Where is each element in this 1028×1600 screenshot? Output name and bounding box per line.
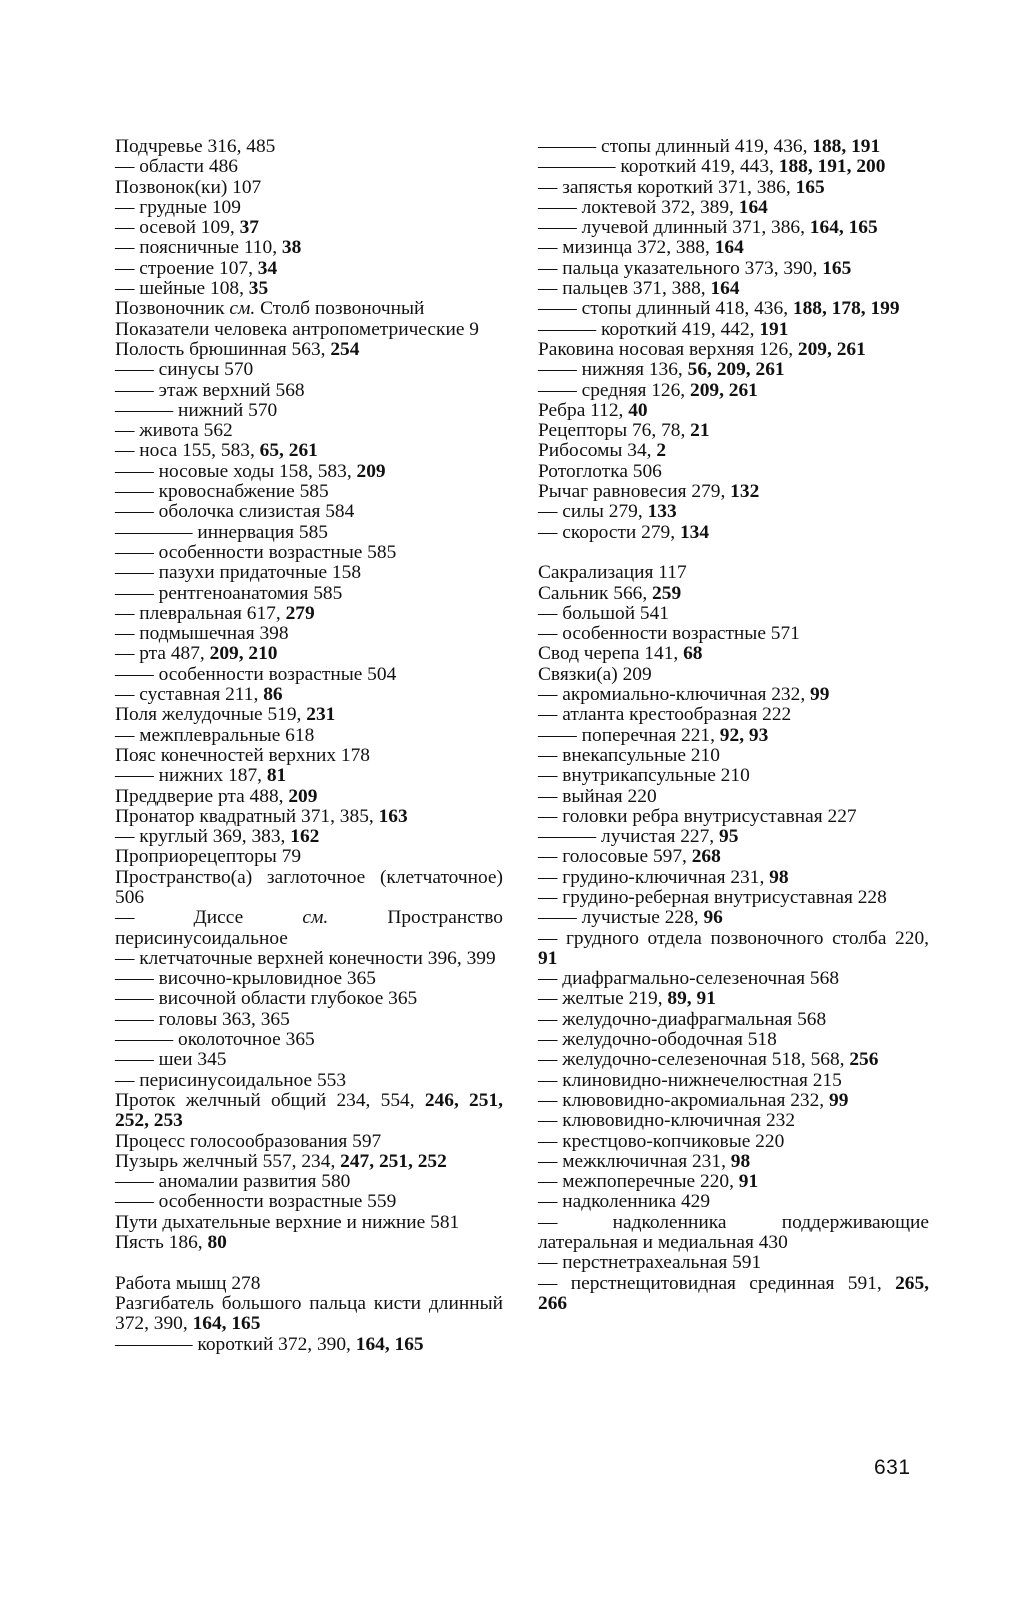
entry-figure-numbers: 96: [703, 907, 723, 929]
index-entry: [115, 1152, 503, 1172]
entry-text: Работа мышц 278: [115, 1272, 261, 1294]
entry-text: — запястья короткий 371, 386,: [538, 176, 796, 198]
index-entry: [115, 137, 503, 157]
entry-text: ——— околоточное 365: [115, 1029, 315, 1051]
entry-text: —— лучевой длинный 371, 386,: [538, 217, 810, 239]
entry-figure-numbers: 162: [290, 826, 320, 848]
entry-text: — силы 279,: [538, 501, 648, 523]
index-entry: [115, 1172, 503, 1192]
index-entry: [538, 1152, 929, 1172]
entry-text: —— височной области глубокое 365: [115, 988, 418, 1010]
entry-text: —— аномалии развития 580: [115, 1171, 351, 1193]
entry-text: —— нижних 187,: [115, 765, 267, 787]
entry-figure-numbers: 209, 261: [797, 338, 866, 360]
entry-text: — грудного отдела позвоночного столба 220,: [538, 927, 929, 949]
index-entry: [538, 1274, 929, 1315]
entry-text: — грудино-ключичная 231,: [538, 866, 770, 888]
entry-figure-numbers: 279: [285, 602, 315, 624]
entry-text: — рта 487,: [115, 643, 210, 665]
entry-text: — области 486: [115, 156, 238, 178]
entry-text: —— особенности возрастные 585: [115, 541, 397, 563]
entry-text: — Диссе: [115, 907, 303, 929]
index-entry: [538, 644, 929, 664]
entry-text: —— стопы длинный 418, 436,: [538, 298, 793, 320]
entry-figure-numbers: 56, 209, 261: [687, 359, 785, 381]
index-entry: [538, 787, 929, 807]
entry-text: —— поперечная 221,: [538, 724, 720, 746]
index-entry: [115, 685, 503, 705]
index-entry: [115, 441, 503, 461]
entry-text: Пясть 186,: [115, 1232, 208, 1254]
entry-figure-numbers: 164: [710, 278, 740, 300]
entry-text: — грудные 109: [115, 196, 241, 218]
entry-text: Пузырь желчный 557, 234,: [115, 1150, 341, 1172]
entry-text: Ребра 112,: [538, 399, 629, 421]
index-entry: [115, 908, 503, 949]
entry-text: — межплевральные 618: [115, 724, 315, 746]
entry-text: ———— короткий 372, 390,: [115, 1333, 356, 1355]
entry-text: — головки ребра внутрисуставная 227: [538, 805, 857, 827]
entry-text: — межпоперечные 220,: [538, 1171, 739, 1193]
entry-figure-numbers: 164, 165: [192, 1313, 261, 1335]
index-entry: [115, 604, 503, 624]
entry-text: — клювовидно-акромиальная 232,: [538, 1089, 829, 1111]
entry-text: — перисинусоидальное 553: [115, 1069, 347, 1091]
entry-text: Проприорецепторы 79: [115, 846, 302, 868]
index-entry: [538, 1172, 929, 1192]
index-entry: [115, 969, 503, 989]
entry-reference-mark: см.: [302, 907, 329, 929]
entry-figure-numbers: 80: [207, 1232, 227, 1254]
entry-text: Столб позвоночный: [255, 298, 425, 320]
entry-figure-numbers: 188, 178, 199: [792, 298, 900, 320]
index-entry: [115, 563, 503, 583]
index-entry: [538, 766, 929, 786]
entry-text: — атланта крестообразная 222: [538, 704, 792, 726]
entry-text: Полость брюшинная 563,: [115, 338, 331, 360]
entry-figure-numbers: 164: [714, 237, 744, 259]
index-entry: [538, 441, 929, 461]
index-entry: [115, 360, 503, 380]
index-entry: [115, 421, 503, 441]
entry-figure-numbers: 99: [810, 684, 830, 706]
index-entry: [115, 178, 503, 198]
entry-text: Пространство перисинусоидальное: [115, 907, 503, 949]
entry-text: Рычаг равновесия 279,: [538, 481, 731, 503]
index-entry: [115, 279, 503, 299]
entry-figure-numbers: 35: [248, 278, 269, 300]
entry-figure-numbers: 21: [690, 420, 710, 442]
index-entry: [115, 1274, 503, 1294]
entry-text: ——— короткий 419, 442,: [538, 318, 760, 340]
index-entry: [538, 908, 929, 928]
entry-text: —— нижняя 136,: [538, 359, 688, 381]
entry-text: — внутрикапсульные 210: [538, 765, 750, 787]
entry-text: — особенности возрастные 571: [538, 623, 800, 645]
entry-text: — грудино-реберная внутрисуставная 228: [538, 886, 887, 908]
index-entry: [538, 563, 929, 583]
index-entry: [115, 726, 503, 746]
entry-text: —— локтевой 372, 389,: [538, 196, 739, 218]
index-entry: [115, 1213, 503, 1233]
entry-figure-numbers: 254: [330, 338, 360, 360]
entry-figure-numbers: 163: [378, 805, 408, 827]
entry-text: — перстнещитовидная срединная 591,: [538, 1272, 896, 1294]
entry-text: ——— стопы длинный 419, 436,: [538, 136, 813, 157]
entry-figure-numbers: 134: [679, 521, 710, 543]
entry-text: ———— иннервация 585: [115, 521, 328, 543]
index-entry: [115, 502, 503, 522]
index-entry: [115, 705, 503, 725]
entry-text: — перстнетрахеальная 591: [538, 1252, 762, 1274]
entry-figure-numbers: 164, 165: [809, 217, 878, 239]
entry-text: — живота 562: [115, 420, 233, 442]
entry-text: Подчревье 316, 485: [115, 136, 276, 157]
entry-text: Показатели человека антропометрические 9: [115, 318, 479, 340]
index-entry: [538, 320, 929, 340]
index-entry: [115, 259, 503, 279]
index-entry: [538, 1050, 929, 1070]
entry-text: — мизинца 372, 388,: [538, 237, 715, 259]
index-entry: [115, 218, 503, 238]
index-entry: [538, 1111, 929, 1131]
index-entry: [115, 1030, 503, 1050]
index-entry: [115, 462, 503, 482]
index-entry: [115, 624, 503, 644]
index-entry: [538, 969, 929, 989]
entry-figure-numbers: 65, 261: [259, 440, 318, 462]
entry-text: Пути дыхательные верхние и нижние 581: [115, 1211, 460, 1233]
entry-figure-numbers: 209, 261: [690, 379, 758, 401]
index-entry: [538, 685, 929, 705]
entry-text: Пояс конечностей верхних 178: [115, 744, 370, 766]
index-entry: [538, 523, 929, 543]
entry-text: — скорости 279,: [538, 521, 680, 543]
entry-text: — клетчаточные верхней конечности 396, 399: [115, 947, 496, 969]
entry-figure-numbers: 209: [356, 460, 386, 482]
entry-figure-numbers: 247, 251, 252: [340, 1150, 447, 1172]
index-entry: [538, 299, 929, 319]
index-entry: [538, 381, 929, 401]
entry-figure-numbers: 37: [239, 217, 259, 239]
entry-figure-numbers: 133: [647, 501, 677, 523]
entry-text: —— пазухи придаточные 158: [115, 562, 362, 584]
entry-text: — большой 541: [538, 602, 670, 624]
section-gap: [538, 543, 929, 563]
index-entry: [115, 644, 503, 664]
index-entry: [115, 665, 503, 685]
entry-text: Проток желчный общий 234, 554,: [115, 1089, 425, 1111]
entry-text: —— шеи 345: [115, 1049, 227, 1071]
index-entry: [538, 1030, 929, 1050]
index-entry: [538, 868, 929, 888]
entry-text: Разгибатель большого пальца кисти длинный 372, 390,: [115, 1292, 503, 1335]
entry-figure-numbers: 2: [656, 440, 667, 462]
entry-text: — желудочно-диафрагмальная 568: [538, 1008, 827, 1030]
index-entry: [538, 178, 929, 198]
index-entry: [115, 523, 503, 543]
index-entry: [538, 279, 929, 299]
entry-text: Поля желудочные 519,: [115, 704, 307, 726]
entry-text: — клювовидно-ключичная 232: [538, 1110, 796, 1132]
index-entry: [538, 1192, 929, 1212]
entry-text: Рибосомы 34,: [538, 440, 657, 462]
entry-text: —— лучистые 228,: [538, 907, 704, 929]
index-entry: [115, 1335, 503, 1355]
index-entry: [538, 502, 929, 522]
index-entry: [115, 401, 503, 421]
index-entry: [538, 401, 929, 421]
index-entry: [538, 989, 929, 1009]
index-entry: [538, 847, 929, 867]
index-entry: [538, 462, 929, 482]
entry-figure-numbers: 68: [683, 643, 703, 665]
entry-text: — надколенника поддерживающие латеральная и медиальная 430: [538, 1211, 929, 1254]
index-column-right: [538, 137, 929, 1314]
entry-figure-numbers: 246, 251, 252, 253: [115, 1089, 503, 1132]
entry-text: —— особенности возрастные 559: [115, 1191, 397, 1213]
index-entry: [538, 360, 929, 380]
entry-text: — поясничные 110,: [115, 237, 282, 259]
entry-figure-numbers: 165: [822, 257, 852, 279]
index-entry: [115, 868, 503, 909]
index-entry: [115, 157, 503, 177]
index-entry: [538, 584, 929, 604]
entry-text: Свод черепа 141,: [538, 643, 684, 665]
index-entry: [115, 1010, 503, 1030]
entry-text: — выйная 220: [538, 785, 657, 807]
entry-text: —— особенности возрастные 504: [115, 663, 397, 685]
index-entry: [538, 259, 929, 279]
index-entry: [115, 1192, 503, 1212]
entry-figure-numbers: 259: [652, 582, 682, 604]
index-entry: [115, 238, 503, 258]
index-entry: [115, 1050, 503, 1070]
index-entry: [115, 746, 503, 766]
index-entry: [115, 198, 503, 218]
index-entry: [538, 1071, 929, 1091]
entry-text: —— рентгеноанатомия 585: [115, 582, 343, 604]
entry-figure-numbers: 191: [759, 318, 789, 340]
entry-figure-numbers: 91: [538, 947, 558, 969]
entry-text: ——— нижний 570: [115, 399, 278, 421]
entry-text: — крестцово-копчиковые 220: [538, 1130, 785, 1152]
entry-text: — желудочно-ободочная 518: [538, 1029, 777, 1051]
entry-figure-numbers: 38: [281, 237, 302, 259]
entry-figure-numbers: 209: [288, 785, 318, 807]
entry-figure-numbers: 164: [738, 196, 768, 218]
index-entry: [538, 705, 929, 725]
entry-text: Связки(а) 209: [538, 663, 652, 685]
index-entry: [115, 1294, 503, 1335]
entry-text: — диафрагмально-селезеночная 568: [538, 968, 840, 990]
entry-text: — желтые 219,: [538, 988, 668, 1010]
entry-text: — подмышечная 398: [115, 623, 289, 645]
index-entry: [115, 381, 503, 401]
index-entry: [538, 624, 929, 644]
entry-text: Сакрализация 117: [538, 562, 687, 584]
entry-figure-numbers: 98: [730, 1150, 751, 1172]
entry-text: — строение 107,: [115, 257, 258, 279]
entry-text: ——— лучистая 227,: [538, 826, 719, 848]
entry-figure-numbers: 164, 165: [355, 1333, 424, 1355]
index-entry: [538, 340, 929, 360]
index-entry: [115, 482, 503, 502]
index-entry: [538, 827, 929, 847]
entry-figure-numbers: 256: [849, 1049, 879, 1071]
entry-text: Ротоглотка 506: [538, 460, 662, 482]
entry-text: — пальцев 371, 388,: [538, 278, 711, 300]
entry-figure-numbers: 268: [691, 846, 721, 868]
index-entry: [115, 299, 503, 319]
entry-text: — шейные 108,: [115, 278, 249, 300]
index-entry: [115, 807, 503, 827]
entry-text: Раковина носовая верхняя 126,: [538, 338, 798, 360]
entry-figure-numbers: 132: [730, 481, 760, 503]
index-entry: [115, 949, 503, 969]
index-entry: [538, 746, 929, 766]
index-entry: [538, 807, 929, 827]
section-gap: [115, 1253, 503, 1273]
index-entry: [538, 665, 929, 685]
index-entry: [538, 604, 929, 624]
index-entry: [115, 1071, 503, 1091]
entry-figure-numbers: 99: [829, 1089, 849, 1111]
entry-text: — носа 155, 583,: [115, 440, 260, 462]
index-entry: [538, 137, 929, 157]
index-entry: [538, 1091, 929, 1111]
index-entry: [538, 888, 929, 908]
entry-text: — межключичная 231,: [538, 1150, 731, 1172]
entry-text: — надколенника 429: [538, 1191, 711, 1213]
entry-text: —— носовые ходы 158, 583,: [115, 460, 357, 482]
entry-text: — внекапсульные 210: [538, 744, 720, 766]
entry-figure-numbers: 40: [628, 399, 648, 421]
entry-text: —— кровоснабжение 585: [115, 481, 329, 503]
index-entry: [115, 543, 503, 563]
page-number: 631: [874, 1456, 911, 1479]
index-entry: [115, 827, 503, 847]
entry-figure-numbers: 265, 266: [538, 1272, 929, 1314]
index-entry: [538, 157, 929, 177]
entry-text: — плевральная 617,: [115, 602, 286, 624]
entry-figure-numbers: 92, 93: [719, 724, 769, 746]
index-entry: [115, 787, 503, 807]
index-entry: [115, 584, 503, 604]
entry-text: —— этаж верхний 568: [115, 379, 305, 401]
entry-text: Процесс голосообразования 597: [115, 1130, 382, 1152]
entry-text: ———— короткий 419, 443,: [538, 156, 779, 178]
index-entry: [538, 1213, 929, 1254]
entry-figure-numbers: 165: [795, 176, 825, 198]
index-column-left: [115, 137, 503, 1355]
entry-text: — круглый 369, 383,: [115, 826, 291, 848]
entry-text: Позвоночник: [115, 298, 230, 320]
index-entry: [538, 1253, 929, 1273]
entry-figure-numbers: 95: [719, 826, 739, 848]
index-entry: [538, 198, 929, 218]
entry-text: — клиновидно-нижнечелюстная 215: [538, 1069, 842, 1091]
index-entry: [115, 1091, 503, 1132]
index-entry: [115, 320, 503, 340]
index-entry: [538, 1010, 929, 1030]
entry-figure-numbers: 188, 191, 200: [778, 156, 886, 178]
entry-figure-numbers: 86: [263, 684, 283, 706]
entry-text: — пальца указательного 373, 390,: [538, 257, 823, 279]
entry-text: Пространство(а) заглоточное (клетчаточное) 506: [115, 866, 503, 908]
entry-figure-numbers: 98: [769, 866, 789, 888]
index-entry: [538, 218, 929, 238]
index-entry: [115, 1233, 503, 1253]
entry-figure-numbers: 89, 91: [667, 988, 716, 1010]
index-entry: [115, 989, 503, 1009]
index-entry: [538, 482, 929, 502]
index-entry: [115, 766, 503, 786]
entry-text: —— синусы 570: [115, 359, 254, 381]
entry-text: Преддверие рта 488,: [115, 785, 289, 807]
index-entry: [115, 847, 503, 867]
entry-text: Рецепторы 76, 78,: [538, 420, 691, 442]
entry-text: —— головы 363, 365: [115, 1008, 290, 1030]
entry-text: — суставная 211,: [115, 684, 264, 706]
entry-text: Пронатор квадратный 371, 385,: [115, 805, 379, 827]
entry-text: Сальник 566,: [538, 582, 653, 604]
entry-figure-numbers: 81: [266, 765, 287, 787]
entry-text: —— средняя 126,: [538, 379, 690, 401]
entry-text: — акромиально-ключичная 232,: [538, 684, 811, 706]
entry-text: — голосовые 597,: [538, 846, 692, 868]
entry-figure-numbers: 34: [257, 257, 278, 279]
entry-figure-numbers: 209, 210: [209, 643, 278, 665]
entry-figure-numbers: 91: [738, 1171, 759, 1193]
index-entry: [538, 421, 929, 441]
entry-text: —— оболочка слизистая 584: [115, 501, 355, 523]
entry-text: — желудочно-селезеночная 518, 568,: [538, 1049, 850, 1071]
index-entry: [115, 340, 503, 360]
index-entry: [538, 238, 929, 258]
entry-figure-numbers: 188, 191: [812, 136, 881, 157]
entry-figure-numbers: 231: [306, 704, 336, 726]
index-entry: [538, 1132, 929, 1152]
entry-reference-mark: см.: [229, 298, 256, 320]
entry-text: Позвонок(ки) 107: [115, 176, 262, 198]
index-entry: [538, 726, 929, 746]
entry-text: —— височно-крыловидное 365: [115, 968, 377, 990]
entry-text: — осевой 109,: [115, 217, 240, 239]
index-entry: [538, 929, 929, 970]
index-entry: [115, 1132, 503, 1152]
